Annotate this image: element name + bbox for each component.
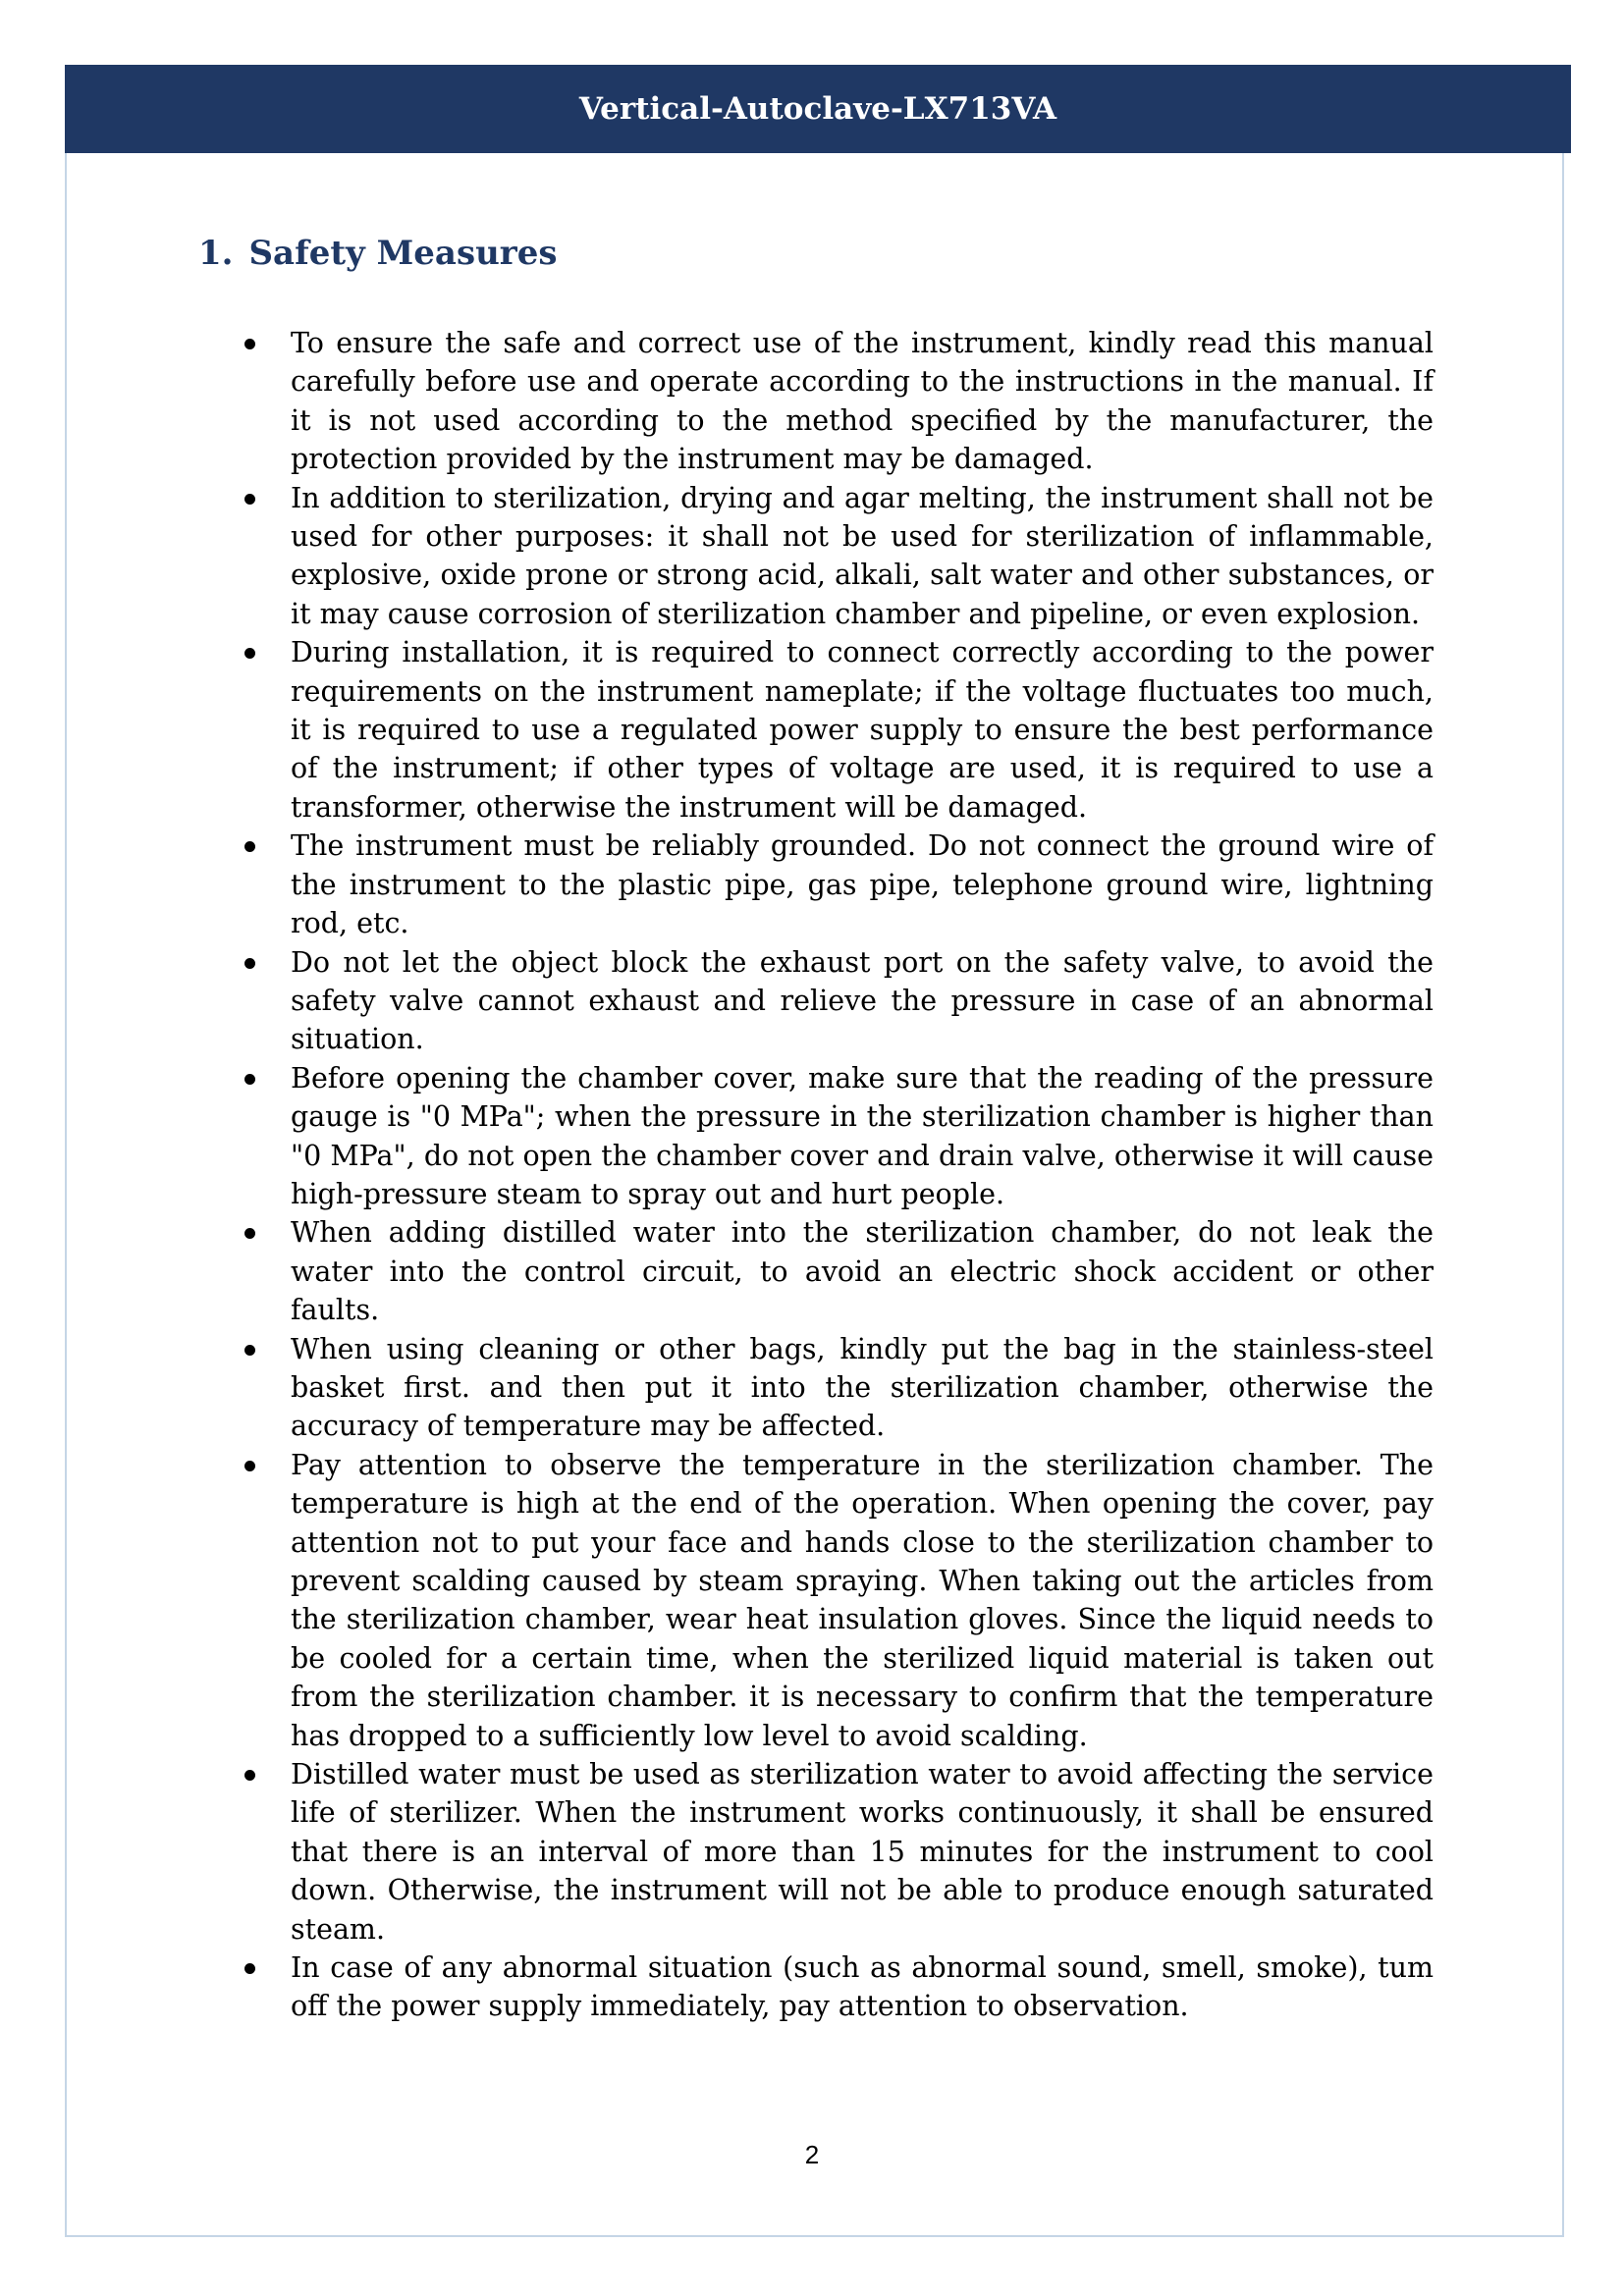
section-number: 1. [198, 234, 234, 273]
list-item-text: Before opening the chamber cover, make sure that the reading of the pressure gauge is "0 MPa"; when the pressure in the sterilization chamber is higher than "0 MPa", do not open the chamber cover and drain valve, otherwise it will cause high-pressure steam to spray out and hurt people. [291, 1061, 1434, 1210]
section-title: Safety Measures [248, 234, 558, 273]
bullet-icon [244, 1963, 255, 1974]
list-item-text: During installation, it is required to connect correctly according to the power requirements on the instrument nameplate; if the voltage fluctuates too much, it is required to use a regulated power supply to ensure the best performance of the instrument; if other types of voltage are used, it is required to use a transformer, otherwise the instrument will be damaged. [291, 636, 1434, 824]
list-item-text: Do not let the object block the exhaust port on the safety valve, to avoid the safety valve cannot exhaust and relieve the pressure in case of an abnormal situation. [291, 945, 1434, 1056]
section-heading [198, 234, 558, 273]
bullet-icon [244, 841, 255, 852]
bullet-icon [244, 648, 255, 659]
bullet-icon [244, 1074, 255, 1085]
safety-measures-list [238, 324, 1434, 2026]
list-item [238, 1213, 1434, 1329]
bullet-icon [244, 1228, 255, 1239]
list-item [238, 1949, 1434, 2026]
list-item-text: The instrument must be reliably grounded. Do not connect the ground wire of the instrument to the plastic pipe, gas pipe, telephone ground wire, lightning rod, etc. [291, 829, 1434, 940]
bullet-icon [244, 1461, 255, 1471]
list-item [238, 827, 1434, 942]
list-item [238, 1059, 1434, 1214]
list-item [238, 1755, 1434, 1949]
list-item-text: To ensure the safe and correct use of the instrument, kindly read this manual carefully before use and operate according to the instructions in the manual. If it is not used according to the method specified by the manufacturer, the protection provided by the instrument may be damaged. [291, 327, 1434, 476]
list-item-text: In addition to sterilization, drying and agar melting, the instrument shall not be used for other purposes: it shall not be used for sterilization of inflammable, explosive, oxide prone or strong acid, alkali, salt water and other substances, or it may cause corrosion of sterilization chamber and pipeline, or even explosion. [291, 481, 1434, 630]
list-item-text: Distilled water must be used as sterilization water to avoid affecting the service life of sterilizer. When the instrument works continuously, it shall be ensured that there is an interval of more than 15 minutes for the instrument to cool down. Otherwise, the instrument will not be able to produce enough saturated steam. [291, 1758, 1434, 1946]
bullet-icon [244, 1345, 255, 1356]
list-item-text: When adding distilled water into the sterilization chamber, do not leak the water into the control circuit, to avoid an electric shock accident or other faults. [291, 1216, 1434, 1327]
document-title: Vertical-Autoclave-LX713VA [578, 91, 1057, 127]
list-item-text: In case of any abnormal situation (such as abnormal sound, smell, smoke), tum off the power supply immediately, pay attention to observation. [291, 1951, 1434, 2023]
list-item [238, 479, 1434, 634]
list-item [238, 324, 1434, 479]
list-item [238, 943, 1434, 1059]
list-item-text: Pay attention to observe the temperature in the sterilization chamber. The temperature is high at the end of the operation. When opening the cover, pay attention not to put your face and hands close to the sterilization chamber to prevent scalding caused by steam spraying. When taking out the articles from the sterilization chamber, wear heat insulation gloves. Since the liquid needs to be cooled for a certain time, when the sterilized liquid material is taken out from the sterilization chamber. it is necessary to confirm that the temperature has dropped to a sufficiently low level to avoid scalding. [291, 1448, 1434, 1752]
list-item [238, 633, 1434, 827]
bullet-icon [244, 494, 255, 505]
bullet-icon [244, 339, 255, 349]
header-bar [65, 65, 1571, 153]
bullet-icon [244, 1770, 255, 1781]
bullet-icon [244, 958, 255, 969]
page-number: 2 [804, 2140, 820, 2169]
list-item [238, 1330, 1434, 1446]
list-item [238, 1446, 1434, 1755]
list-item-text: When using cleaning or other bags, kindly put the bag in the stainless-steel basket first. and then put it into the sterilization chamber, otherwise the accuracy of temperature may be affected. [291, 1332, 1434, 1443]
